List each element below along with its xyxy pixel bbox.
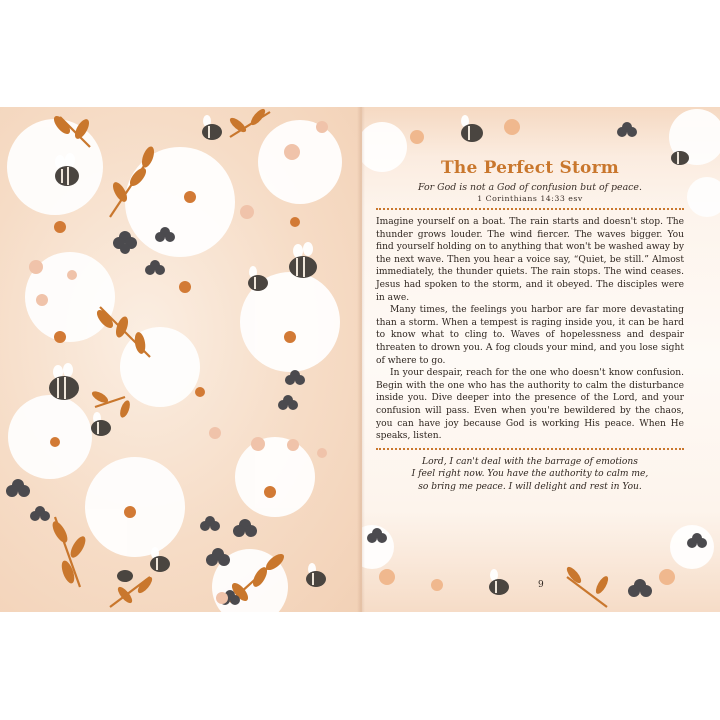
bee-icon bbox=[489, 569, 509, 595]
dark-flower-icon bbox=[145, 260, 165, 275]
white-daisy-icon bbox=[235, 437, 315, 517]
bee-icon bbox=[289, 242, 317, 278]
pink-flower-icon bbox=[431, 579, 443, 591]
white-daisy-icon bbox=[8, 395, 92, 479]
devotional-body bbox=[376, 216, 684, 443]
bee-icon bbox=[306, 563, 326, 587]
dark-flower-icon bbox=[233, 519, 257, 537]
scripture-reference: 1 Corinthians 14:33 esv bbox=[477, 194, 583, 203]
dotted-divider bbox=[376, 448, 684, 450]
orange-splash-icon bbox=[659, 569, 675, 585]
page-number: 9 bbox=[538, 580, 544, 590]
prayer-line: so bring me peace. I will delight and rest in You. bbox=[418, 481, 642, 492]
pink-flower-icon bbox=[240, 205, 254, 219]
dotted-divider bbox=[376, 208, 684, 210]
prayer-line: Lord, I can't deal with the barrage of emotions bbox=[422, 456, 638, 467]
orange-leaf-sprig-icon bbox=[110, 575, 154, 607]
paragraph: In your despair, reach for the one who doesn't know confusion. Begin with the one who has the authority to calm the disturbance inside you. Dive deeper into the presence of the Lord, and your confusion will pass. Even when you're bewildered by the chaos, you can have joy because God is working His peace. When He speaks, listen. bbox=[376, 368, 684, 442]
devotional-content bbox=[376, 158, 684, 493]
orange-leaf-sprig-icon bbox=[565, 565, 611, 607]
dark-flower-icon bbox=[113, 231, 137, 254]
bee-icon bbox=[150, 547, 170, 572]
orange-leaf-sprig-icon bbox=[228, 107, 270, 137]
prayer bbox=[376, 456, 684, 494]
pink-flower-icon bbox=[251, 437, 265, 451]
paragraph: Imagine yourself on a boat. The rain starts and doesn't stop. The thunder grows louder. The wind fiercer. The waves bigger. You find yourself holding on to anything that won't be washed away by the next wave. Then you hear a voice say, “Quiet, be still.” Almost immediately, the thunder quiets. The rain stops. The wind ceases. Jesus had spoken to the storm, and it obeyed. The disciples were in awe. bbox=[376, 217, 684, 303]
page-title: The Perfect Storm bbox=[441, 158, 619, 178]
dark-flower-icon bbox=[617, 122, 637, 137]
dark-flower-icon bbox=[278, 395, 298, 410]
bee-icon bbox=[49, 363, 79, 400]
pink-flower-icon bbox=[209, 427, 221, 439]
orange-leaf-sprig-icon bbox=[50, 517, 89, 587]
dark-flower-icon bbox=[628, 579, 652, 597]
scripture-verse: For God is not a God of confusion but of peace. bbox=[418, 182, 642, 193]
bee-icon bbox=[461, 115, 483, 142]
dark-flower-icon bbox=[200, 516, 220, 531]
pink-flower-icon bbox=[36, 294, 48, 306]
pink-flower-icon bbox=[316, 121, 328, 133]
bee-icon bbox=[117, 570, 133, 582]
left-page-illustration bbox=[0, 107, 362, 612]
pink-flower-icon bbox=[284, 144, 300, 160]
white-daisy-icon bbox=[7, 119, 103, 215]
orange-splash-icon bbox=[379, 569, 395, 585]
dark-flower-icon bbox=[6, 479, 30, 497]
prayer-line: I feel right now. You have the authority to calm me, bbox=[411, 469, 649, 480]
pink-flower-icon bbox=[317, 448, 327, 458]
pink-flower-icon bbox=[504, 119, 520, 135]
pink-flower-icon bbox=[216, 592, 228, 604]
orange-splash-icon bbox=[410, 130, 424, 144]
bee-icon bbox=[202, 115, 222, 140]
book-gutter bbox=[357, 107, 365, 612]
pink-flower-icon bbox=[67, 270, 77, 280]
dark-flower-icon bbox=[206, 548, 230, 566]
bee-icon bbox=[248, 266, 268, 291]
bee-icon bbox=[91, 412, 111, 436]
white-daisy-icon bbox=[85, 457, 185, 557]
floral-bee-pattern bbox=[0, 107, 362, 612]
dark-flower-icon bbox=[285, 370, 305, 385]
white-daisy-icon bbox=[125, 147, 235, 257]
pink-flower-icon bbox=[287, 439, 299, 451]
white-daisy-icon bbox=[258, 120, 342, 204]
paragraph: Many times, the feelings you harbor are far more devastating than a storm. When a tempest is raging inside you, it can be hard to know what to cling to. Waves of hopelessness and despair threaten to drown you. A fog clouds your mind, and you lose sight of where to go. bbox=[376, 305, 684, 366]
pink-flower-icon bbox=[29, 260, 43, 274]
dark-flower-icon bbox=[30, 506, 50, 521]
